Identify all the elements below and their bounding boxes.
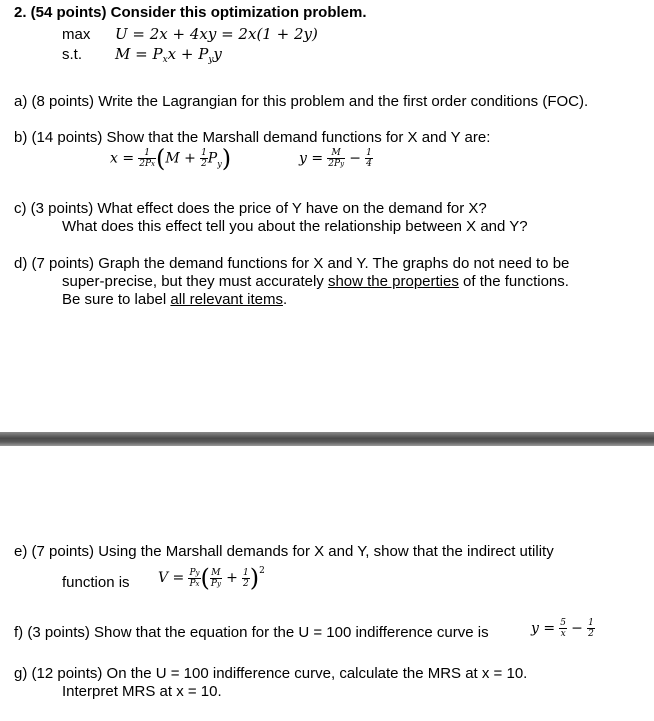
part-d-line3: Be sure to label all relevant items. [62,291,288,308]
part-c-line1: c) (3 points) What effect does the price of Y have on the demand for X? [14,200,487,217]
part-d-line1: d) (7 points) Graph the demand functions for X and Y. The graphs do not need to be [14,255,570,272]
part-g-line1: g) (12 points) On the U = 100 indifference curve, calculate the MRS at x = 10. [14,665,528,682]
part-a-text: a) (8 points) Write the Lagrangian for this problem and the first order conditions (FOC). [14,93,589,110]
max-label: max [62,26,91,43]
demand-y-equation: y = $\frac{M}{2Py}$ − $\frac{1}{4}$ [299,148,372,169]
part-d-line2: super-precise, but they must accurately show the properties of the functions. [62,273,569,290]
part-g-line2: Interpret MRS at x = 10. [62,683,222,700]
st-label: s.t. [62,46,83,63]
budget-constraint: $M = P_xx + P_yy$ [115,45,222,65]
page-break-divider [0,432,654,446]
problem-heading: 2. (54 points) Consider this optimization problem. [14,4,367,21]
objective-function: U = 2x + 4xy = 2x(1 + 2y) [115,25,318,43]
part-c-line2: What does this effect tell you about the relationship between X and Y? [62,218,528,235]
part-e-line1: e) (7 points) Using the Marshall demands for X and Y, show that the indirect utility [14,543,554,560]
part-f-text: f) (3 points) Show that the equation for the U = 100 indifference curve is [14,624,489,641]
part-e-line2: function is [62,574,130,591]
part-b-text: b) (14 points) Show that the Marshall demand functions for X and Y are: [14,129,491,146]
indifference-curve-equation: y = $\frac{5}{x}$ − $\frac{1}{2}$ [531,618,594,639]
indirect-utility-equation: V = $\frac{Py}{Px}$ ( $\frac{M}{Py}$ + $\frac{1}{2}$ )$^2$ [158,564,265,593]
demand-x-equation: x = $\frac{1}{2Px}$ (M + $\frac{1}{2}$ $P_y$) [110,144,232,173]
